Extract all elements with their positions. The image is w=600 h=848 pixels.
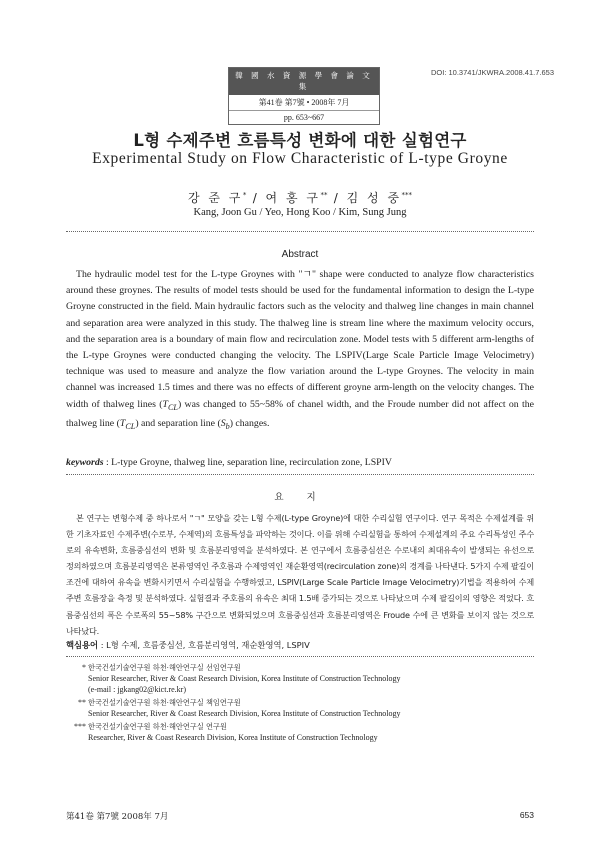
divider-rule <box>66 231 534 232</box>
footnote-2 <box>66 697 534 719</box>
keywords-line <box>66 457 534 468</box>
author-2-mark: ** <box>320 191 328 199</box>
abstract-text-part: The hydraulic model test for the L-type Groynes with "ㄱ" shape were conducted to analyze flow characteristics around these groynes. The results of model tests should be used for the fundamental information to design the L-type Groyne constructed in the field. Main hydraulic factors such as the velocity and thalweg line changes in main channel and separation area were analyzed in this study. The thalweg line is stream line where the maximum velocity occurs, and the separation area is a boundary of main flow and recirculation zone. Model tests with 5 different arm-lengths of the L-type Groynes were conducted changing the velocity. The LSPIV(Large Scale Particle Image Velocimetry) technique was used to measure and analyze the flow variation around the L-type Groynes. The velocity in main channel was increased 1.5 times and there was no effects of different groyne arm-length on the velocity changes. The width of thalweg lines ( <box>66 269 534 410</box>
author-1-name: 강 준 구 <box>187 191 243 205</box>
divider-rule <box>66 474 534 475</box>
symbol-tcl-sub: CL <box>125 421 136 431</box>
footnote-affiliation-ko: 한국건설기술연구원 하천·해안연구실 책임연구원 <box>88 698 241 707</box>
abstract-text-part: ) changes. <box>229 417 270 429</box>
authors-korean <box>0 189 600 206</box>
core-terms-line <box>66 639 534 651</box>
core-terms-list: : L형 수제, 흐름중심선, 흐름분리영역, 재순환영역, LSPIV <box>98 640 310 650</box>
paper-title-korean: L형 수제주변 흐름특성 변화에 대한 실험연구 <box>133 131 467 150</box>
abstract-body <box>66 267 534 435</box>
symbol-sb: S <box>220 417 226 429</box>
footnote-affiliation-ko: 한국건설기술연구원 하천·해안연구실 연구원 <box>88 722 227 731</box>
footnote-mark: * <box>82 663 86 672</box>
footer-page-number: 653 <box>519 810 534 820</box>
keywords-label: keywords <box>66 457 104 468</box>
doi-text: DOI: 10.3741/JKWRA.2008.41.7.653 <box>431 68 554 77</box>
symbol-tcl: T <box>162 398 168 410</box>
paper-title-english: Experimental Study on Flow Characteristic of L-type Groyne <box>92 150 508 167</box>
abstract-text-part: ) was changed to 55~58% of chanel width, and the Froude number did not affect on the thalweg line ( <box>66 398 534 429</box>
footnote-1 <box>66 662 534 695</box>
author-2-name: 여 홍 구 <box>265 191 321 205</box>
footnote-affiliation-ko: 한국건설기술연구원 하천·해안연구실 선임연구원 <box>88 663 241 672</box>
abstract-text-part: ) and separation line ( <box>135 417 221 429</box>
author-3-mark: *** <box>401 191 413 199</box>
journal-info-box <box>228 67 380 125</box>
authors-english: Kang, Joon Gu / Yeo, Hong Koo / Kim, Sung Jung <box>193 207 407 218</box>
footnote-email: (e-mail : jgkang02@kict.re.kr) <box>88 685 186 694</box>
author-separator: / <box>327 191 347 205</box>
core-terms-label: 핵심용어 <box>66 640 99 650</box>
journal-name: 韓 國 水 資 源 學 會 論 文 集 <box>229 68 379 95</box>
symbol-tcl-sub: CL <box>167 402 178 412</box>
footnote-3 <box>66 721 534 743</box>
author-1-mark: * <box>242 191 247 199</box>
footer-issue: 第41卷 第7號 2008年 7月 <box>66 812 169 822</box>
abstract-heading: Abstract <box>281 249 319 260</box>
divider-rule <box>66 656 534 657</box>
footnote-mark: ** <box>78 698 86 707</box>
journal-pages: pp. 653~667 <box>283 113 325 122</box>
keywords-list: : L-type Groyne, thalweg line, separation line, recirculation zone, LSPIV <box>103 457 392 468</box>
author-separator: / <box>246 191 266 205</box>
footnote-affiliation-en: Senior Researcher, River & Coast Research Division, Korea Institute of Construction Technology <box>88 709 401 718</box>
symbol-sb-sub: b <box>225 421 230 431</box>
author-3-name: 김 성 중 <box>346 191 402 205</box>
footnote-mark: *** <box>74 722 86 731</box>
footnote-affiliation-en: Senior Researcher, River & Coast Research Division, Korea Institute of Construction Technology <box>88 674 401 683</box>
journal-volume: 第41卷 第7號 • 2008年 7月 <box>229 95 379 111</box>
footnote-affiliation-en: Researcher, River & Coast Research Division, Korea Institute of Construction Technology <box>88 733 378 742</box>
yoji-body: 본 연구는 변형수제 중 하나로서 "ㄱ" 모양을 갖는 L형 수제(L-type Groyne)에 대한 수리실험 연구이다. 연구 목적은 수제설계를 위한 기초자료인 수제주변(수로부, 수제역)의 흐름특성을 파악하는 것이다. 이를 위해 수리실험을 통하여 수제설계의 주요 수리특성인 주수로의 유속변화, 흐름중심선의 변화 및 흐름분리영역을 분석하였다. 본 연구에서 흐름중심선은 수로내의 최대유속이 발생되는 유선으로 정의하였으며 흐름분리영역은 본류영역인 주호름과 수제영역인 재순환영역(recirculation zone)의 경계를 나타낸다. 5가지 수제 팔길이 조건에 대하여 유속을 변화시키면서 수리실험을 수행하였고, LSPIV(Large Scale Particle Image Velocimetry)기법을 적용하여 수제주변 흐름장을 측정 및 분석하였다. 실험결과 주호름의 유속은 최대 1.5배 증가되는 것으로 나타났으며 수제 팔길이의 영향은 적었다. 흐름중심선의 폭은 수로폭의 55~58% 구간으로 변화되었으며 흐름중심선과 흐름분리영역은 Froude 수에 큰 변화를 보이지 않는 것으로 나타났다. <box>66 513 534 636</box>
symbol-tcl: T <box>119 417 126 429</box>
yoji-heading: 요 지 <box>274 492 326 503</box>
